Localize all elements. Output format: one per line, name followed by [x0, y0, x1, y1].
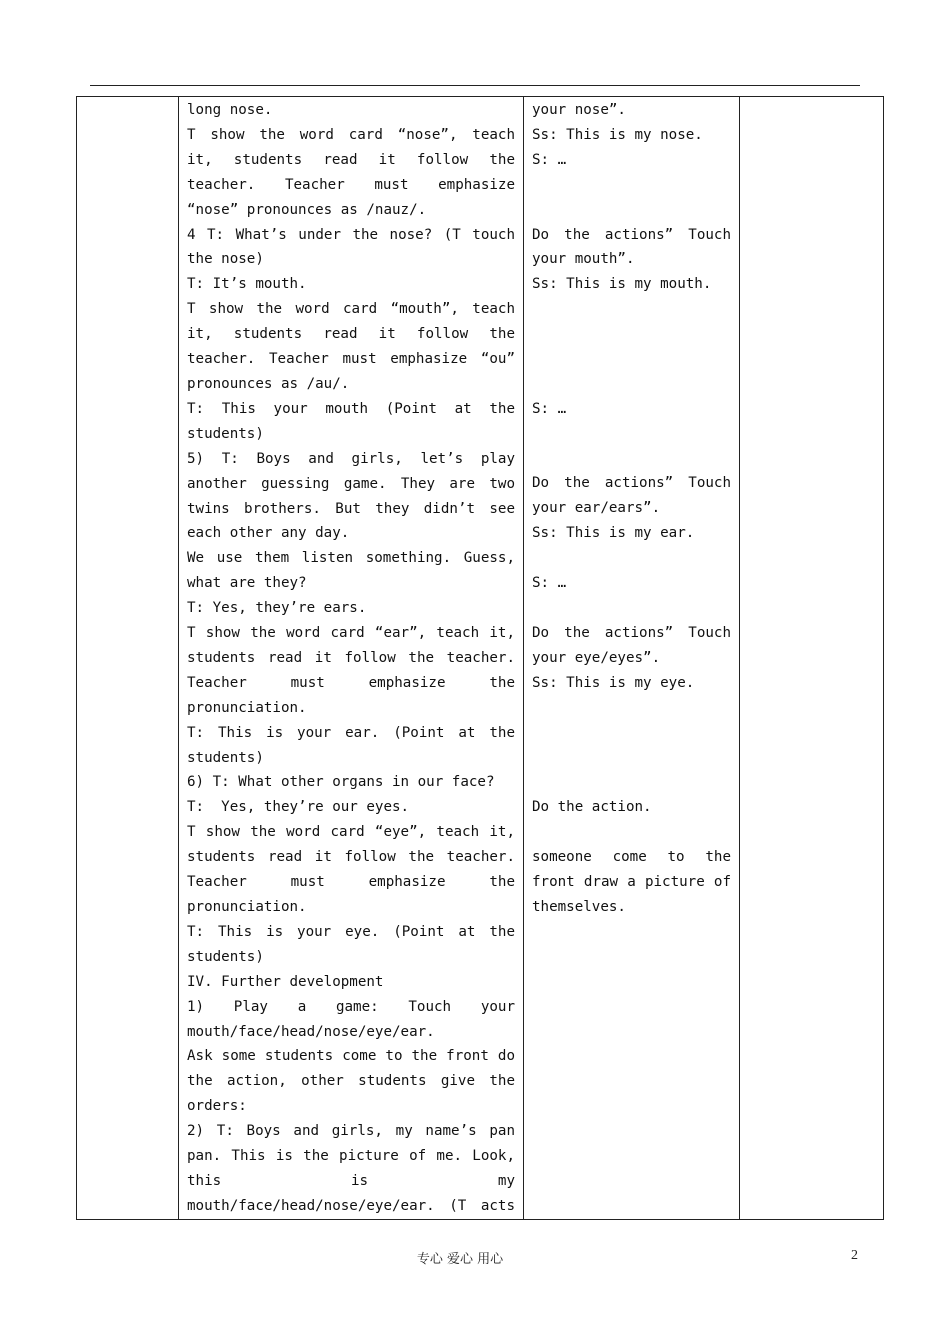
table-row — [77, 97, 884, 1220]
teacher-text-line: it, students read it follow the — [187, 151, 515, 168]
student-text-line: themselves. — [532, 898, 626, 915]
teacher-text-line: it, students read it follow the — [187, 326, 515, 343]
teacher-text-line: 2) T: Boys and girls, my name’s pan — [187, 1123, 515, 1140]
student-text-line — [532, 596, 731, 621]
teacher-text-line: orders: — [187, 1098, 247, 1115]
teacher-text-line: T show the word card “ear”, teach it, — [187, 625, 515, 642]
student-text-line: Do the actions” Touch — [532, 475, 731, 492]
student-text-line: someone come to the — [532, 848, 731, 865]
student-text-line — [532, 447, 731, 472]
teacher-text-line: 6) T: What other organs in our face? — [187, 774, 495, 791]
footer-motto: 专心 爱心 用心 — [416, 1252, 504, 1267]
teacher-text-line: T show the word card “eye”, teach it, — [187, 824, 515, 841]
teacher-text-line: 5) T: Boys and girls, let’s play — [187, 450, 515, 467]
teacher-text-line: pronunciation. — [187, 699, 307, 716]
teacher-text-line: twins brothers. But they didn’t see — [187, 500, 515, 517]
teacher-text-line: the nose) — [187, 251, 264, 268]
teacher-text-line: mouth/face/head/nose/eye/ear. (T acts — [187, 1197, 515, 1214]
teacher-text-line: students) — [187, 948, 264, 965]
student-text-line: your nose”. — [532, 102, 626, 118]
student-text-line — [532, 546, 731, 571]
teacher-text-line: students read it follow the teacher. — [187, 649, 515, 666]
student-text-line: your eye/eyes”. — [532, 649, 661, 666]
page-number: 2 — [851, 1248, 858, 1263]
student-text-line — [532, 322, 731, 347]
student-text-line — [532, 297, 731, 322]
teacher-text-line: T: This is your eye. (Point at the — [187, 923, 515, 940]
teacher-text-line: T: It’s mouth. — [187, 276, 307, 293]
teacher-text-line: We use them listen something. Guess, — [187, 550, 515, 567]
student-text-line — [532, 372, 731, 397]
student-text-line: S: … — [532, 400, 567, 417]
teacher-text-line: students read it follow the teacher. — [187, 849, 515, 866]
teacher-text-line: Teacher must emphasize the — [187, 674, 515, 691]
teacher-text-line: T: Yes, they’re ears. — [187, 600, 367, 617]
student-text-line: Ss: This is my nose. — [532, 126, 703, 143]
teacher-activity-cell — [179, 97, 524, 1220]
teacher-text-line: students) — [187, 425, 264, 442]
header-rule — [90, 85, 860, 86]
teacher-text-line: T show the word card “nose”, teach — [187, 126, 515, 143]
student-text-line: S: … — [532, 151, 567, 168]
teacher-text-line: the action, other students give the — [187, 1073, 515, 1090]
student-activity-cell — [524, 97, 740, 1220]
student-text-line — [532, 745, 731, 770]
teacher-text-line: “nose” pronounces as /nauz/. — [187, 201, 427, 218]
student-text-line: your mouth”. — [532, 251, 635, 268]
teacher-text-line: pan. This is the picture of me. Look, — [187, 1148, 515, 1165]
student-text-line — [532, 422, 731, 447]
student-text-line: Ss: This is my eye. — [532, 674, 695, 691]
teacher-text-line: students) — [187, 749, 264, 766]
student-text-line — [532, 696, 731, 721]
teacher-text-line: this is my — [187, 1172, 515, 1189]
student-text-line: Ss: This is my mouth. — [532, 276, 712, 293]
student-text-line: front draw a picture of — [532, 873, 731, 890]
teacher-text-line: T: This is your ear. (Point at the — [187, 724, 515, 741]
student-text-line — [532, 173, 731, 198]
teacher-text-line: 1) Play a game: Touch your — [187, 998, 515, 1015]
student-text-line: Do the action. — [532, 799, 652, 816]
teacher-text-line: 4 T: What’s under the nose? (T touch — [187, 226, 515, 243]
step-column-cell — [77, 97, 179, 1220]
teacher-text-line: each other any day. — [187, 525, 350, 542]
teacher-text-line: pronunciation. — [187, 899, 307, 915]
teacher-activity-text — [179, 97, 523, 1219]
student-text-line: your ear/ears”. — [532, 500, 661, 517]
student-text-line: Do the actions” Touch — [532, 624, 731, 641]
teacher-text-line: IV. Further development — [187, 973, 384, 990]
teacher-text-line: teacher. Teacher must emphasize “ou” — [187, 351, 515, 368]
lesson-plan-table — [76, 96, 884, 1220]
student-text-line — [532, 198, 731, 223]
notes-column-cell — [740, 97, 884, 1220]
teacher-text-line: mouth/face/head/nose/eye/ear. — [187, 1023, 435, 1040]
student-text-line — [532, 770, 731, 795]
teacher-text-line: what are they? — [187, 575, 307, 592]
student-text-line: Ss: This is my ear. — [532, 525, 695, 542]
teacher-text-line: teacher. Teacher must emphasize — [187, 176, 515, 193]
student-text-line — [532, 820, 731, 845]
student-text-line — [532, 720, 731, 745]
teacher-text-line: T: Yes, they’re our eyes. — [187, 799, 410, 816]
student-text-line: Do the actions” Touch — [532, 226, 731, 243]
student-text-line — [532, 347, 731, 372]
teacher-text-line: pronounces as /au/. — [187, 375, 350, 392]
teacher-text-line: Teacher must emphasize the — [187, 874, 515, 891]
teacher-text-line: another guessing game. They are two — [187, 475, 515, 492]
teacher-text-line: long nose. — [187, 102, 273, 118]
teacher-text-line: Ask some students come to the front do — [187, 1048, 515, 1065]
student-text-line: S: … — [532, 575, 567, 592]
teacher-text-line: T: This your mouth (Point at the — [187, 400, 515, 417]
student-activity-text — [524, 97, 739, 920]
teacher-text-line: T show the word card “mouth”, teach — [187, 301, 515, 318]
